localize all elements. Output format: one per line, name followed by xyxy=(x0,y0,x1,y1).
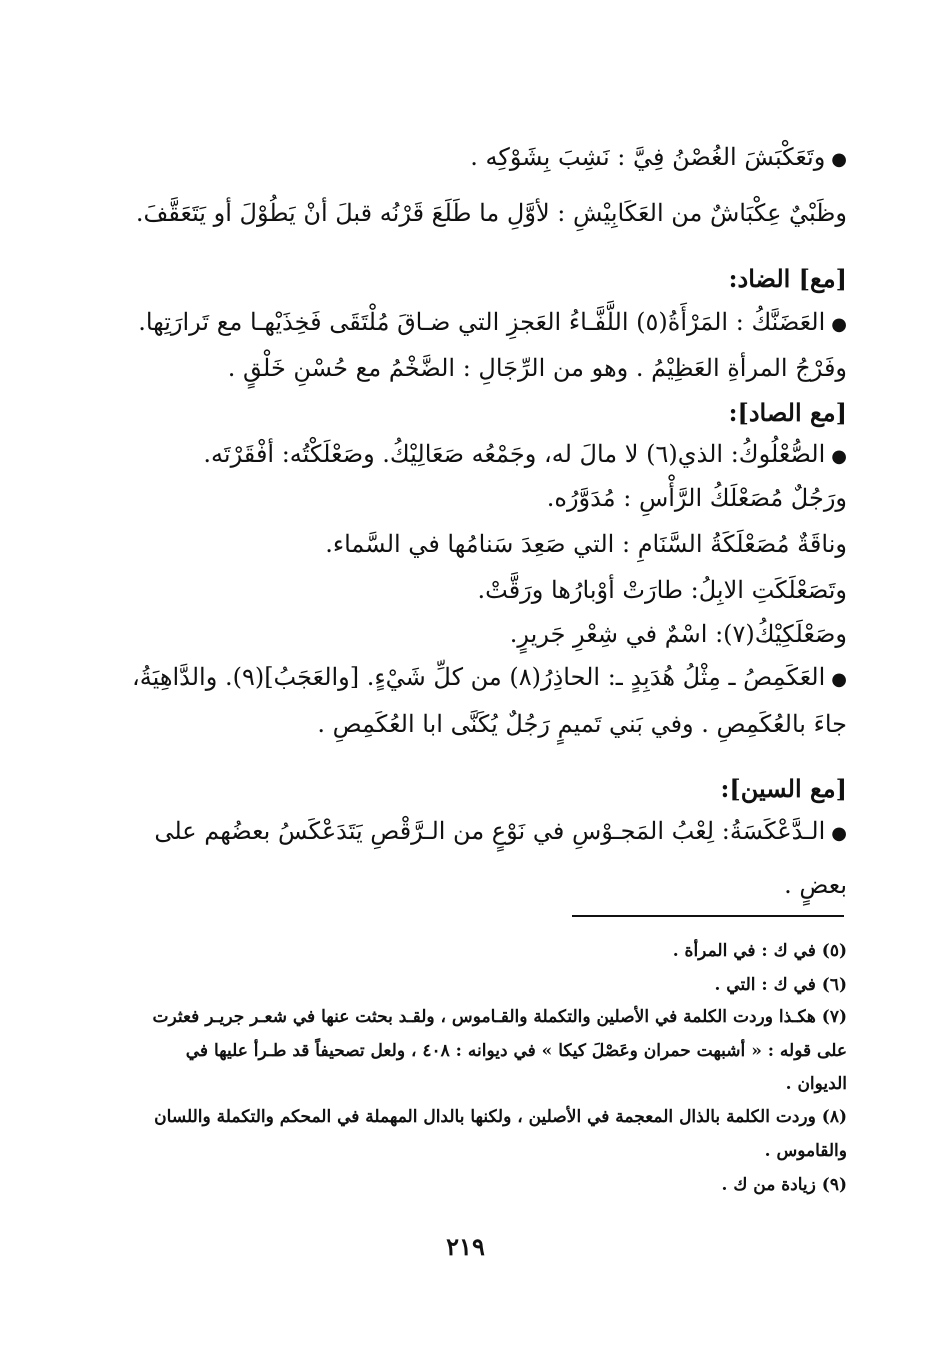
footnote: (٦) في ك : التي . xyxy=(714,975,847,995)
page-number: ٢١٩ xyxy=(446,1232,485,1261)
text-line: ●العَضَنَّكُ : المَرْأَةُ(٥) اللَّفَّـاءُ العَجزِ التي ضـاقَ مُلْتَقَى فَخِذَيْهـا مع تَرارَتِها. xyxy=(138,308,847,336)
text-line: ●الـدَّعْكَسَةُ: لِعْبُ المَجـوْسِ في نَوْعٍ من الـرَّقْصِ يَتَدَعْكَسُ بعضُهم على xyxy=(154,817,847,845)
text-line: جاءَ بالعُكَمِصِ . وفي بَني تَميمٍ رَجُلٌ يُكَنَّى ابا العُكَمِصِ . xyxy=(317,710,847,738)
footnote-divider xyxy=(572,915,844,917)
footnote: (٨) وردت الكلمة بالذال المعجمة في الأصلين ، ولكنها بالدال المهملة في المحكم والتكملة واللسان xyxy=(154,1107,847,1127)
footnote: والقاموس . xyxy=(764,1141,847,1161)
bullet-icon: ● xyxy=(831,314,847,335)
footnote: على قوله : « أشبهت حمران وعَصْلَ كيكا » في ديوانه : ٤٠٨ ، ولعل تصحيفاً قد طـرأ عليها في xyxy=(185,1041,847,1061)
bullet-icon: ● xyxy=(831,149,847,170)
footnote: (٩) زيادة من ك . xyxy=(721,1175,847,1195)
section-heading: [مع الصاد]: xyxy=(728,398,847,427)
text-line: ●وتَعَكْبَشَ الغُصْنُ فِيَّ : نَشِبَ بِشَوْكِه . xyxy=(470,143,847,171)
bullet-icon: ● xyxy=(831,446,847,467)
text-line: ●العَكَمِصُ ـ مِثْلُ هُدَبِدٍ ـ: الحاذِرُ(٨) من كلِّ شَيْءٍ. [والعَجَبُ](٩). والدَّاهِيَةُ، xyxy=(131,663,847,691)
section-heading: [مع السين]: xyxy=(720,774,847,803)
bullet-icon: ● xyxy=(831,823,847,844)
footnote: (٧) هكـذا وردت الكلمة في الأصلين والتكملة والقـاموس ، ولقـد بحثت عنها في شعـر جريـر فعثرت xyxy=(152,1007,847,1027)
text-line: وناقَةٌ مُصَعْلَكَةُ السَّنَامِ : التي صَعِدَ سَنامُها في السَّماء. xyxy=(325,530,847,558)
footnote: الديوان . xyxy=(785,1074,847,1094)
section-heading: [مع] الضاد: xyxy=(728,264,847,293)
footnote: (٥) في ك : في المرأة . xyxy=(672,941,847,961)
text-line: بعضٍ . xyxy=(784,871,847,899)
text-line: ●الصُّعْلُوكُ: الذي(٦) لا مالَ له، وجَمْعُه صَعَالِيْكُ. وصَعْلَكْتُه: أفْقَرْتَه. xyxy=(203,440,847,468)
bullet-icon: ● xyxy=(831,669,847,690)
text-line: وظَبْيٌ عِكْبَاشٌ من العَكَابِيْشِ : لأوَّلِ ما طَلَعَ قَرْنُه قبلَ أنْ يَطُوْلَ أو يَتَعَقَّفَ. xyxy=(135,199,847,227)
text-line: ورَجُلٌ مُصَعْلَكُ الرَّأْسِ : مُدَوَّرُه. xyxy=(546,484,847,512)
text-line: وفَرْجُ المرأةِ العَظِيْمُ . وهو من الرِّجَالِ : الضَّخْمُ مع حُسْنِ خَلْقٍ . xyxy=(227,354,847,382)
text-line: وصَعْلَكِيْكُ(٧): اسْمٌ في شِعْرِ جَريرٍ. xyxy=(509,620,847,648)
text-line: وتَصَعْلَكَتِ الابِلُ: طارَتْ أوْبارُها ورَقَّتْ. xyxy=(477,576,847,604)
